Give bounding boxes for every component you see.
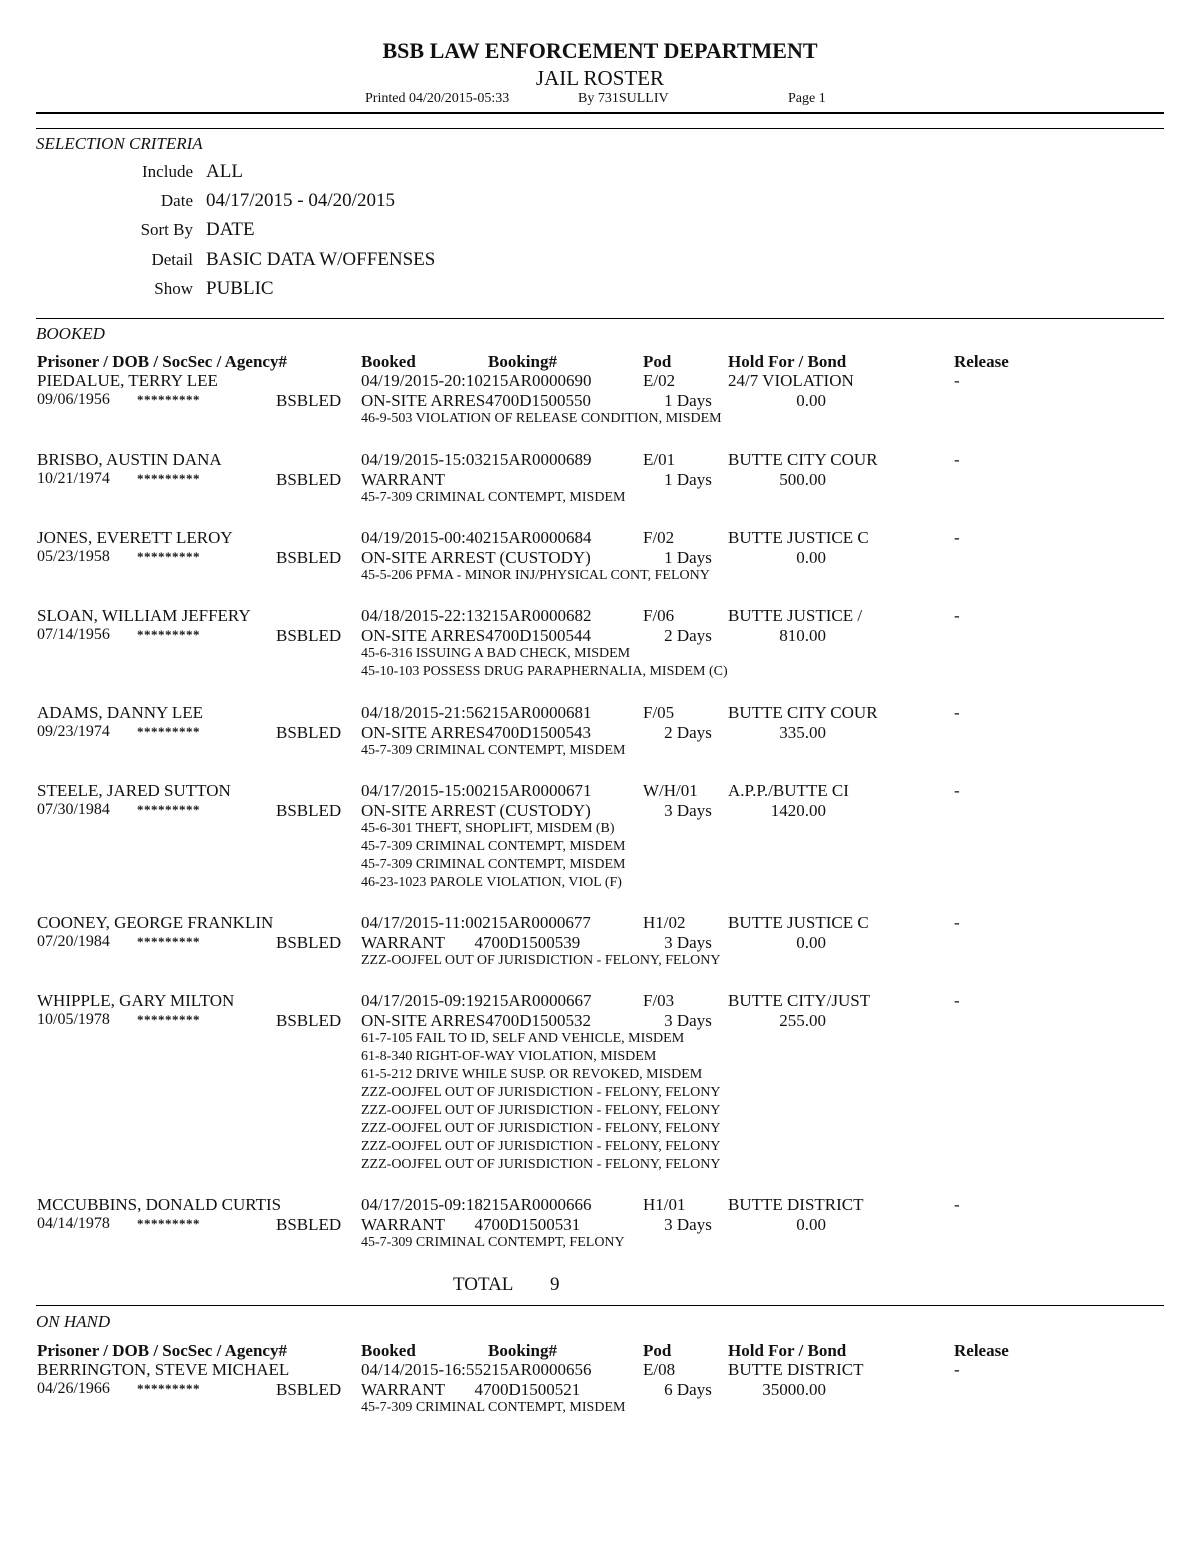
offense-line: 61-5-212 DRIVE WHILE SUSP. OR REVOKED, MISDEM — [361, 1067, 703, 1082]
booked-heading: BOOKED — [36, 324, 105, 343]
days-held: 1 Days — [664, 470, 712, 489]
release: - — [954, 913, 960, 932]
column-header-pod: Pod — [643, 1341, 672, 1360]
social-security-masked: ********* — [137, 934, 200, 949]
bond-amount: 255.00 — [779, 1011, 826, 1030]
arrest-type: WARRANT 4700D1500539 — [361, 933, 581, 952]
column-header-booked: Booked — [361, 1341, 416, 1360]
bond-amount: 0.00 — [796, 933, 826, 952]
printed-timestamp: Printed 04/20/2015-05:33 — [365, 91, 510, 106]
total-label: TOTAL — [453, 1274, 514, 1295]
criteria-value: DATE — [206, 219, 255, 240]
days-held: 1 Days — [664, 391, 712, 410]
social-security-masked: ********* — [137, 392, 200, 407]
booked-datetime-booking-number: 04/17/2015-11:00215AR0000677 — [361, 913, 591, 932]
date-of-birth: 10/21/1974 — [37, 470, 110, 487]
criteria-label: Date — [160, 191, 193, 210]
social-security-masked: ********* — [137, 627, 200, 642]
agency: BSBLED — [276, 626, 342, 645]
bond-amount: 0.00 — [796, 391, 826, 410]
column-header-release: Release — [954, 1341, 1009, 1360]
prisoner-name: ADAMS, DANNY LEE — [37, 703, 204, 722]
pod: F/02 — [643, 528, 675, 547]
days-held: 3 Days — [664, 1215, 712, 1234]
prisoner-name: BERRINGTON, STEVE MICHAEL — [37, 1360, 290, 1379]
pod: F/05 — [643, 703, 675, 722]
report-subtitle: JAIL ROSTER — [535, 66, 665, 90]
release: - — [954, 991, 960, 1010]
booked-datetime-booking-number: 04/18/2015-21:56215AR0000681 — [361, 703, 592, 722]
date-of-birth: 09/23/1974 — [37, 723, 110, 740]
pod: F/03 — [643, 991, 675, 1010]
offense-line: ZZZ-OOJFEL OUT OF JURISDICTION - FELONY, FELONY — [361, 1085, 721, 1100]
booked-divider — [36, 318, 1164, 319]
page-number: Page 1 — [788, 91, 826, 106]
social-security-masked: ********* — [137, 1381, 200, 1396]
hold-for: BUTTE JUSTICE / — [728, 606, 863, 625]
criteria-value: 04/17/2015 - 04/20/2015 — [206, 190, 395, 211]
column-header-pod: Pod — [643, 352, 672, 371]
days-held: 2 Days — [664, 723, 712, 742]
hold-for: BUTTE CITY/JUST — [728, 991, 871, 1010]
prisoner-name: WHIPPLE, GARY MILTON — [37, 991, 235, 1010]
hold-for: BUTTE JUSTICE C — [728, 913, 869, 932]
offense-line: 45-5-206 PFMA - MINOR INJ/PHYSICAL CONT, FELONY — [361, 568, 710, 583]
total-count: 9 — [550, 1274, 560, 1295]
arrest-type: ON-SITE ARREST (CUSTODY) — [361, 801, 591, 820]
booked-datetime-booking-number: 04/19/2015-20:10215AR0000690 — [361, 371, 592, 390]
arrest-type: ON-SITE ARRES4700D1500544 — [361, 626, 591, 645]
arrest-type: WARRANT 4700D1500521 — [361, 1380, 581, 1399]
prisoner-name: SLOAN, WILLIAM JEFFERY — [37, 606, 251, 625]
days-held: 3 Days — [664, 801, 712, 820]
offense-line: ZZZ-OOJFEL OUT OF JURISDICTION - FELONY, FELONY — [361, 1121, 721, 1136]
hold-for: BUTTE DISTRICT — [728, 1195, 864, 1214]
date-of-birth: 09/06/1956 — [37, 391, 110, 408]
pod: E/08 — [643, 1360, 676, 1379]
criteria-label: Include — [142, 162, 193, 181]
release: - — [954, 450, 960, 469]
arrest-type: ON-SITE ARRES4700D1500550 — [361, 391, 591, 410]
bond-amount: 35000.00 — [762, 1380, 826, 1399]
offense-line: ZZZ-OOJFEL OUT OF JURISDICTION - FELONY, FELONY — [361, 1139, 721, 1154]
prisoner-name: BRISBO, AUSTIN DANA — [37, 450, 222, 469]
offense-line: 45-7-309 CRIMINAL CONTEMPT, FELONY — [361, 1235, 625, 1250]
column-header-hold-bond: Hold For / Bond — [728, 352, 847, 371]
date-of-birth: 05/23/1958 — [37, 548, 110, 565]
criteria-label: Detail — [151, 250, 193, 269]
offense-line: 45-7-309 CRIMINAL CONTEMPT, MISDEM — [361, 1400, 626, 1415]
pod: H1/01 — [643, 1195, 686, 1214]
date-of-birth: 07/14/1956 — [37, 626, 110, 643]
arrest-type: ON-SITE ARRES4700D1500543 — [361, 723, 591, 742]
column-header-prisoner: Prisoner / DOB / SocSec / Agency# — [37, 1341, 287, 1360]
criteria-value: PUBLIC — [206, 278, 274, 299]
release: - — [954, 606, 960, 625]
column-header-booking: Booking# — [488, 352, 557, 371]
selection-criteria-heading: SELECTION CRITERIA — [36, 134, 203, 153]
header-divider — [36, 112, 1164, 114]
social-security-masked: ********* — [137, 1216, 200, 1231]
social-security-masked: ********* — [137, 724, 200, 739]
prisoner-name: COONEY, GEORGE FRANKLIN — [37, 913, 274, 932]
date-of-birth: 04/26/1966 — [37, 1380, 110, 1397]
hold-for: A.P.P./BUTTE CI — [728, 781, 849, 800]
prisoner-name: JONES, EVERETT LEROY — [37, 528, 233, 547]
date-of-birth: 07/30/1984 — [37, 801, 110, 818]
offense-line: 46-9-503 VIOLATION OF RELEASE CONDITION, MISDEM — [361, 411, 722, 426]
release: - — [954, 371, 960, 390]
offense-line: 46-23-1023 PAROLE VIOLATION, VIOL (F) — [361, 875, 622, 890]
criteria-label: Sort By — [140, 220, 193, 239]
agency: BSBLED — [276, 391, 342, 410]
offense-line: 61-8-340 RIGHT-OF-WAY VIOLATION, MISDEM — [361, 1049, 657, 1064]
hold-for: 24/7 VIOLATION — [728, 371, 854, 390]
offense-line: 45-6-301 THEFT, SHOPLIFT, MISDEM (B) — [361, 821, 615, 836]
prisoner-name: MCCUBBINS, DONALD CURTIS — [37, 1195, 282, 1214]
criteria-divider — [36, 128, 1164, 129]
agency: BSBLED — [276, 933, 342, 952]
release: - — [954, 703, 960, 722]
bond-amount: 0.00 — [796, 1215, 826, 1234]
bond-amount: 335.00 — [779, 723, 826, 742]
hold-for: BUTTE JUSTICE C — [728, 528, 869, 547]
booked-datetime-booking-number: 04/17/2015-15:00215AR0000671 — [361, 781, 592, 800]
criteria-value: BASIC DATA W/OFFENSES — [206, 249, 436, 270]
onhand-divider — [36, 1305, 1164, 1306]
agency: BSBLED — [276, 1215, 342, 1234]
criteria-label: Show — [154, 279, 193, 298]
report-title: BSB LAW ENFORCEMENT DEPARTMENT — [382, 38, 818, 63]
offense-line: 45-7-309 CRIMINAL CONTEMPT, MISDEM — [361, 743, 626, 758]
agency: BSBLED — [276, 801, 342, 820]
days-held: 2 Days — [664, 626, 712, 645]
offense-line: 45-7-309 CRIMINAL CONTEMPT, MISDEM — [361, 839, 626, 854]
agency: BSBLED — [276, 470, 342, 489]
offense-line: 45-6-316 ISSUING A BAD CHECK, MISDEM — [361, 646, 631, 661]
bond-amount: 500.00 — [779, 470, 826, 489]
social-security-masked: ********* — [137, 549, 200, 564]
offense-line: 45-7-309 CRIMINAL CONTEMPT, MISDEM — [361, 490, 626, 505]
days-held: 3 Days — [664, 1011, 712, 1030]
agency: BSBLED — [276, 1380, 342, 1399]
bond-amount: 1420.00 — [770, 801, 826, 820]
bond-amount: 810.00 — [779, 626, 826, 645]
column-header-booking: Booking# — [488, 1341, 557, 1360]
column-header-release: Release — [954, 352, 1009, 371]
offense-line: 45-10-103 POSSESS DRUG PARAPHERNALIA, MISDEM (C) — [361, 664, 728, 679]
prisoner-name: STEELE, JARED SUTTON — [37, 781, 231, 800]
prisoner-name: PIEDALUE, TERRY LEE — [37, 371, 218, 390]
days-held: 6 Days — [664, 1380, 712, 1399]
column-header-booked: Booked — [361, 352, 416, 371]
onhand-heading: ON HAND — [36, 1312, 111, 1331]
booked-datetime-booking-number: 04/17/2015-09:19215AR0000667 — [361, 991, 592, 1010]
social-security-masked: ********* — [137, 1012, 200, 1027]
arrest-type: ON-SITE ARRES4700D1500532 — [361, 1011, 591, 1030]
days-held: 1 Days — [664, 548, 712, 567]
offense-line: 45-7-309 CRIMINAL CONTEMPT, MISDEM — [361, 857, 626, 872]
arrest-type: ON-SITE ARREST (CUSTODY) — [361, 548, 591, 567]
pod: F/06 — [643, 606, 675, 625]
date-of-birth: 04/14/1978 — [37, 1215, 110, 1232]
date-of-birth: 10/05/1978 — [37, 1011, 110, 1028]
arrest-type: WARRANT 4700D1500531 — [361, 1215, 581, 1234]
days-held: 3 Days — [664, 933, 712, 952]
criteria-value: ALL — [206, 161, 243, 182]
pod: W/H/01 — [643, 781, 698, 800]
pod: H1/02 — [643, 913, 686, 932]
offense-line: ZZZ-OOJFEL OUT OF JURISDICTION - FELONY, FELONY — [361, 953, 721, 968]
agency: BSBLED — [276, 723, 342, 742]
offense-line: ZZZ-OOJFEL OUT OF JURISDICTION - FELONY, FELONY — [361, 1103, 721, 1118]
booked-datetime-booking-number: 04/17/2015-09:18215AR0000666 — [361, 1195, 592, 1214]
social-security-masked: ********* — [137, 802, 200, 817]
offense-line: 61-7-105 FAIL TO ID, SELF AND VEHICLE, MISDEM — [361, 1031, 685, 1046]
arrest-type: WARRANT — [361, 470, 446, 489]
release: - — [954, 1360, 960, 1379]
hold-for: BUTTE DISTRICT — [728, 1360, 864, 1379]
agency: BSBLED — [276, 548, 342, 567]
booked-datetime-booking-number: 04/14/2015-16:55215AR0000656 — [361, 1360, 592, 1379]
bond-amount: 0.00 — [796, 548, 826, 567]
date-of-birth: 07/20/1984 — [37, 933, 110, 950]
hold-for: BUTTE CITY COUR — [728, 450, 878, 469]
pod: E/01 — [643, 450, 676, 469]
hold-for: BUTTE CITY COUR — [728, 703, 878, 722]
column-header-prisoner: Prisoner / DOB / SocSec / Agency# — [37, 352, 287, 371]
column-header-hold-bond: Hold For / Bond — [728, 1341, 847, 1360]
offense-line: ZZZ-OOJFEL OUT OF JURISDICTION - FELONY, FELONY — [361, 1157, 721, 1172]
release: - — [954, 1195, 960, 1214]
booked-datetime-booking-number: 04/18/2015-22:13215AR0000682 — [361, 606, 592, 625]
booked-datetime-booking-number: 04/19/2015-00:40215AR0000684 — [361, 528, 592, 547]
release: - — [954, 781, 960, 800]
pod: E/02 — [643, 371, 676, 390]
release: - — [954, 528, 960, 547]
agency: BSBLED — [276, 1011, 342, 1030]
social-security-masked: ********* — [137, 471, 200, 486]
booked-datetime-booking-number: 04/19/2015-15:03215AR0000689 — [361, 450, 592, 469]
printed-by: By 731SULLIV — [578, 91, 669, 106]
